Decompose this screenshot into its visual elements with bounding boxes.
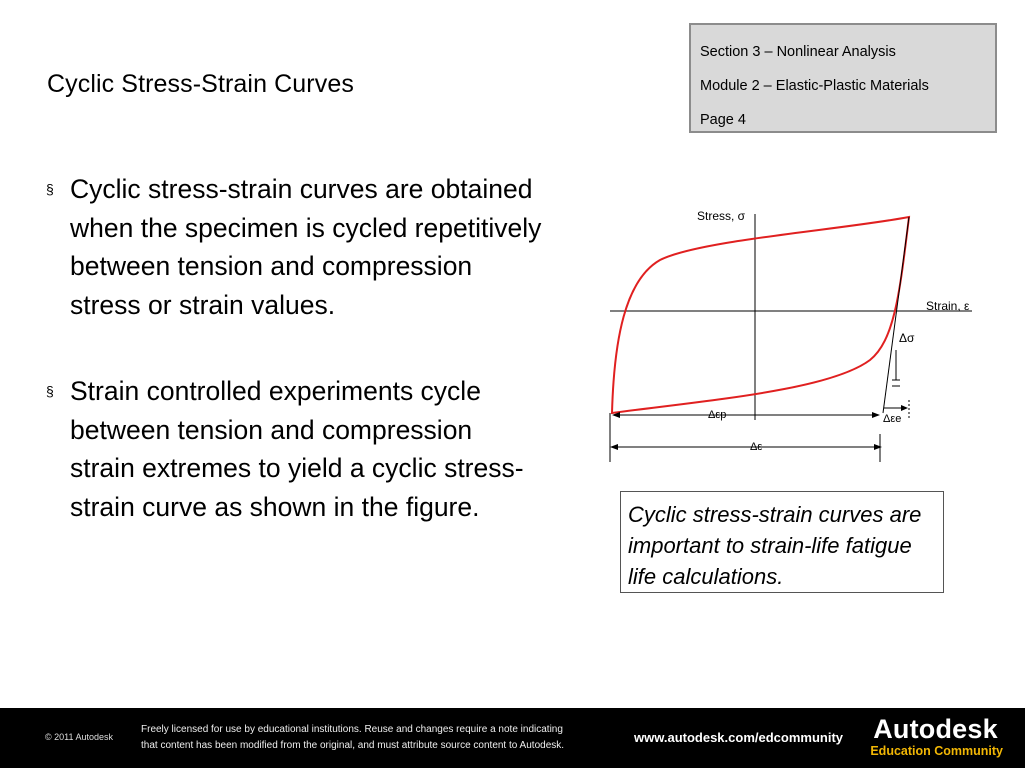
- bullet-marker-icon: §: [46, 181, 54, 197]
- hysteresis-curve: [612, 217, 909, 413]
- bullet-text: Strain controlled experiments cycle between tension and compression strain extremes to yield a cyclic stress-strain curve as shown in the figure.: [70, 376, 524, 522]
- arrowhead-right-icon: [872, 412, 880, 418]
- section-info-box: [689, 23, 997, 133]
- section-label: Section 3 – Nonlinear Analysis: [700, 44, 896, 60]
- arrowhead-right-icon: [874, 444, 882, 450]
- hysteresis-loop-figure: [600, 200, 990, 470]
- footer-bar: [0, 708, 1025, 768]
- license-line: that content has been modified from the original, and must attribute source content to Autodesk.: [141, 740, 565, 751]
- logo-wordmark: Autodesk: [873, 714, 998, 744]
- bullet-list: [44, 170, 544, 574]
- slide-title: Cyclic Stress-Strain Curves: [47, 70, 354, 98]
- delta-eps-e-label: Δεe: [883, 413, 902, 425]
- x-axis-label: Strain, ε: [926, 299, 970, 313]
- bullet-marker-icon: §: [46, 383, 54, 399]
- autodesk-logo: [868, 714, 1003, 758]
- elastic-slope-line: [883, 217, 909, 413]
- y-axis-label: Stress, σ: [697, 209, 746, 223]
- delta-sigma-label: Δσ: [899, 331, 915, 345]
- arrowhead-left-icon: [610, 444, 618, 450]
- logo-subtitle: Education Community: [870, 744, 1003, 758]
- license-text: [141, 722, 621, 754]
- delta-eps-label: Δε: [750, 441, 763, 453]
- bullet-text: Cyclic stress-strain curves are obtained when the specimen is cycled repetitively between tension and compression stress or strain values.: [70, 174, 542, 320]
- arrowhead-right-icon: [901, 405, 908, 411]
- delta-eps-p-label: Δεp: [708, 409, 727, 421]
- license-line: Freely licensed for use by educational institutions. Reuse and changes require a note indicating: [141, 724, 563, 735]
- module-label: Module 2 – Elastic-Plastic Materials: [700, 78, 929, 94]
- edcommunity-link[interactable]: www.autodesk.com/edcommunity: [634, 730, 844, 745]
- figure-caption: Cyclic stress-strain curves are important to strain-life fatigue life calculations.: [620, 491, 944, 593]
- copyright-text: © 2011 Autodesk: [45, 732, 114, 742]
- bullet-item: [44, 170, 544, 324]
- page-label: Page 4: [700, 112, 746, 128]
- bullet-item: [44, 372, 544, 526]
